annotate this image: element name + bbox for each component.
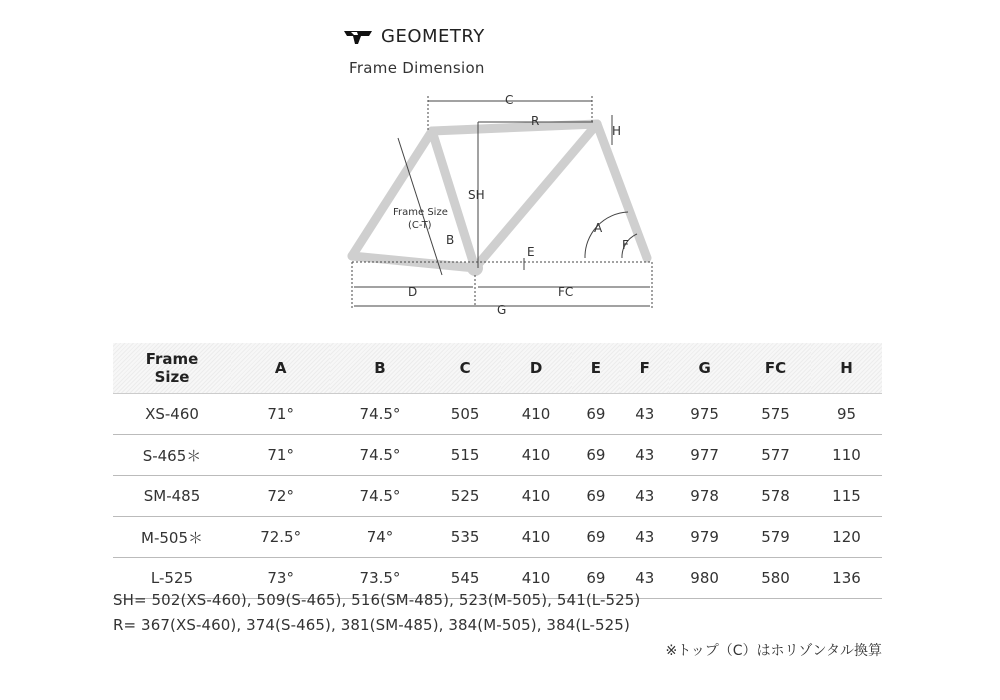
value-cell: 579 (740, 517, 811, 558)
label-frame-size-ct: (C-T) (408, 220, 432, 231)
value-cell: 575 (740, 394, 811, 435)
value-cell: 69 (572, 558, 621, 599)
frame-geometry-diagram (340, 80, 670, 320)
frame-size-cell: S-465＊ (113, 435, 231, 476)
value-cell: 43 (620, 435, 669, 476)
brand-logo-icon (343, 28, 373, 46)
value-cell: 980 (669, 558, 740, 599)
value-cell: 72.5° (231, 517, 330, 558)
value-cell: 410 (501, 435, 572, 476)
value-cell: 978 (669, 476, 740, 517)
value-cell: 977 (669, 435, 740, 476)
label-e: E (527, 245, 535, 259)
value-cell: 69 (572, 517, 621, 558)
horizontal-note: ※トップ（C）はホリゾンタル換算 (665, 643, 882, 659)
label-f: F (622, 238, 629, 252)
value-cell: 43 (620, 558, 669, 599)
table-row (113, 476, 882, 517)
label-a: A (594, 221, 603, 235)
value-cell: 410 (501, 476, 572, 517)
value-cell: 71° (231, 394, 330, 435)
value-cell: 515 (430, 435, 501, 476)
frame-size-cell: XS-460 (113, 394, 231, 435)
value-cell: 73° (231, 558, 330, 599)
header (343, 26, 485, 47)
value-cell: 69 (572, 435, 621, 476)
header-f: F (620, 343, 669, 394)
value-cell: 577 (740, 435, 811, 476)
frame-size-cell: SM-485 (113, 476, 231, 517)
value-cell: 74.5° (330, 435, 429, 476)
table-row (113, 517, 882, 558)
bike-frame (352, 124, 647, 268)
header-frame-size: Frame Size (113, 343, 231, 394)
value-cell: 410 (501, 517, 572, 558)
sh-note: SH= 502(XS-460), 509(S-465), 516(SM-485), 523(M-505), 541(L-525) (113, 591, 641, 609)
label-fc: FC (558, 285, 574, 299)
value-cell: 115 (811, 476, 882, 517)
value-cell: 74.5° (330, 394, 429, 435)
value-cell: 505 (430, 394, 501, 435)
value-cell: 120 (811, 517, 882, 558)
label-d: D (408, 285, 418, 299)
label-h: H (612, 124, 622, 138)
value-cell: 43 (620, 394, 669, 435)
header-d: D (501, 343, 572, 394)
value-cell: 975 (669, 394, 740, 435)
value-cell: 410 (501, 394, 572, 435)
value-cell: 578 (740, 476, 811, 517)
geometry-table (113, 343, 882, 599)
header-a: A (231, 343, 330, 394)
value-cell: 69 (572, 394, 621, 435)
label-sh: SH (468, 188, 485, 202)
table-row (113, 435, 882, 476)
header-fc: FC (740, 343, 811, 394)
value-cell: 110 (811, 435, 882, 476)
page-subtitle: Frame Dimension (349, 59, 485, 77)
value-cell: 74.5° (330, 476, 429, 517)
header-b: B (330, 343, 429, 394)
label-frame-size: Frame Size (393, 207, 448, 218)
value-cell: 73.5° (330, 558, 429, 599)
label-c: C (505, 93, 514, 107)
table-header-row (113, 343, 882, 394)
header-e: E (572, 343, 621, 394)
header-c: C (430, 343, 501, 394)
frame-size-cell: M-505＊ (113, 517, 231, 558)
value-cell: 535 (430, 517, 501, 558)
label-b: B (446, 233, 455, 247)
value-cell: 545 (430, 558, 501, 599)
value-cell: 95 (811, 394, 882, 435)
value-cell: 74° (330, 517, 429, 558)
value-cell: 72° (231, 476, 330, 517)
value-cell: 69 (572, 476, 621, 517)
frame-size-cell: L-525 (113, 558, 231, 599)
value-cell: 136 (811, 558, 882, 599)
value-cell: 979 (669, 517, 740, 558)
value-cell: 71° (231, 435, 330, 476)
header-h: H (811, 343, 882, 394)
value-cell: 43 (620, 517, 669, 558)
page-title: GEOMETRY (381, 26, 485, 47)
value-cell: 43 (620, 476, 669, 517)
label-g: G (497, 303, 507, 317)
label-r: R (531, 114, 540, 128)
value-cell: 525 (430, 476, 501, 517)
value-cell: 580 (740, 558, 811, 599)
r-note: R= 367(XS-460), 374(S-465), 381(SM-485), 384(M-505), 384(L-525) (113, 616, 630, 634)
table-row (113, 394, 882, 435)
value-cell: 410 (501, 558, 572, 599)
header-g: G (669, 343, 740, 394)
